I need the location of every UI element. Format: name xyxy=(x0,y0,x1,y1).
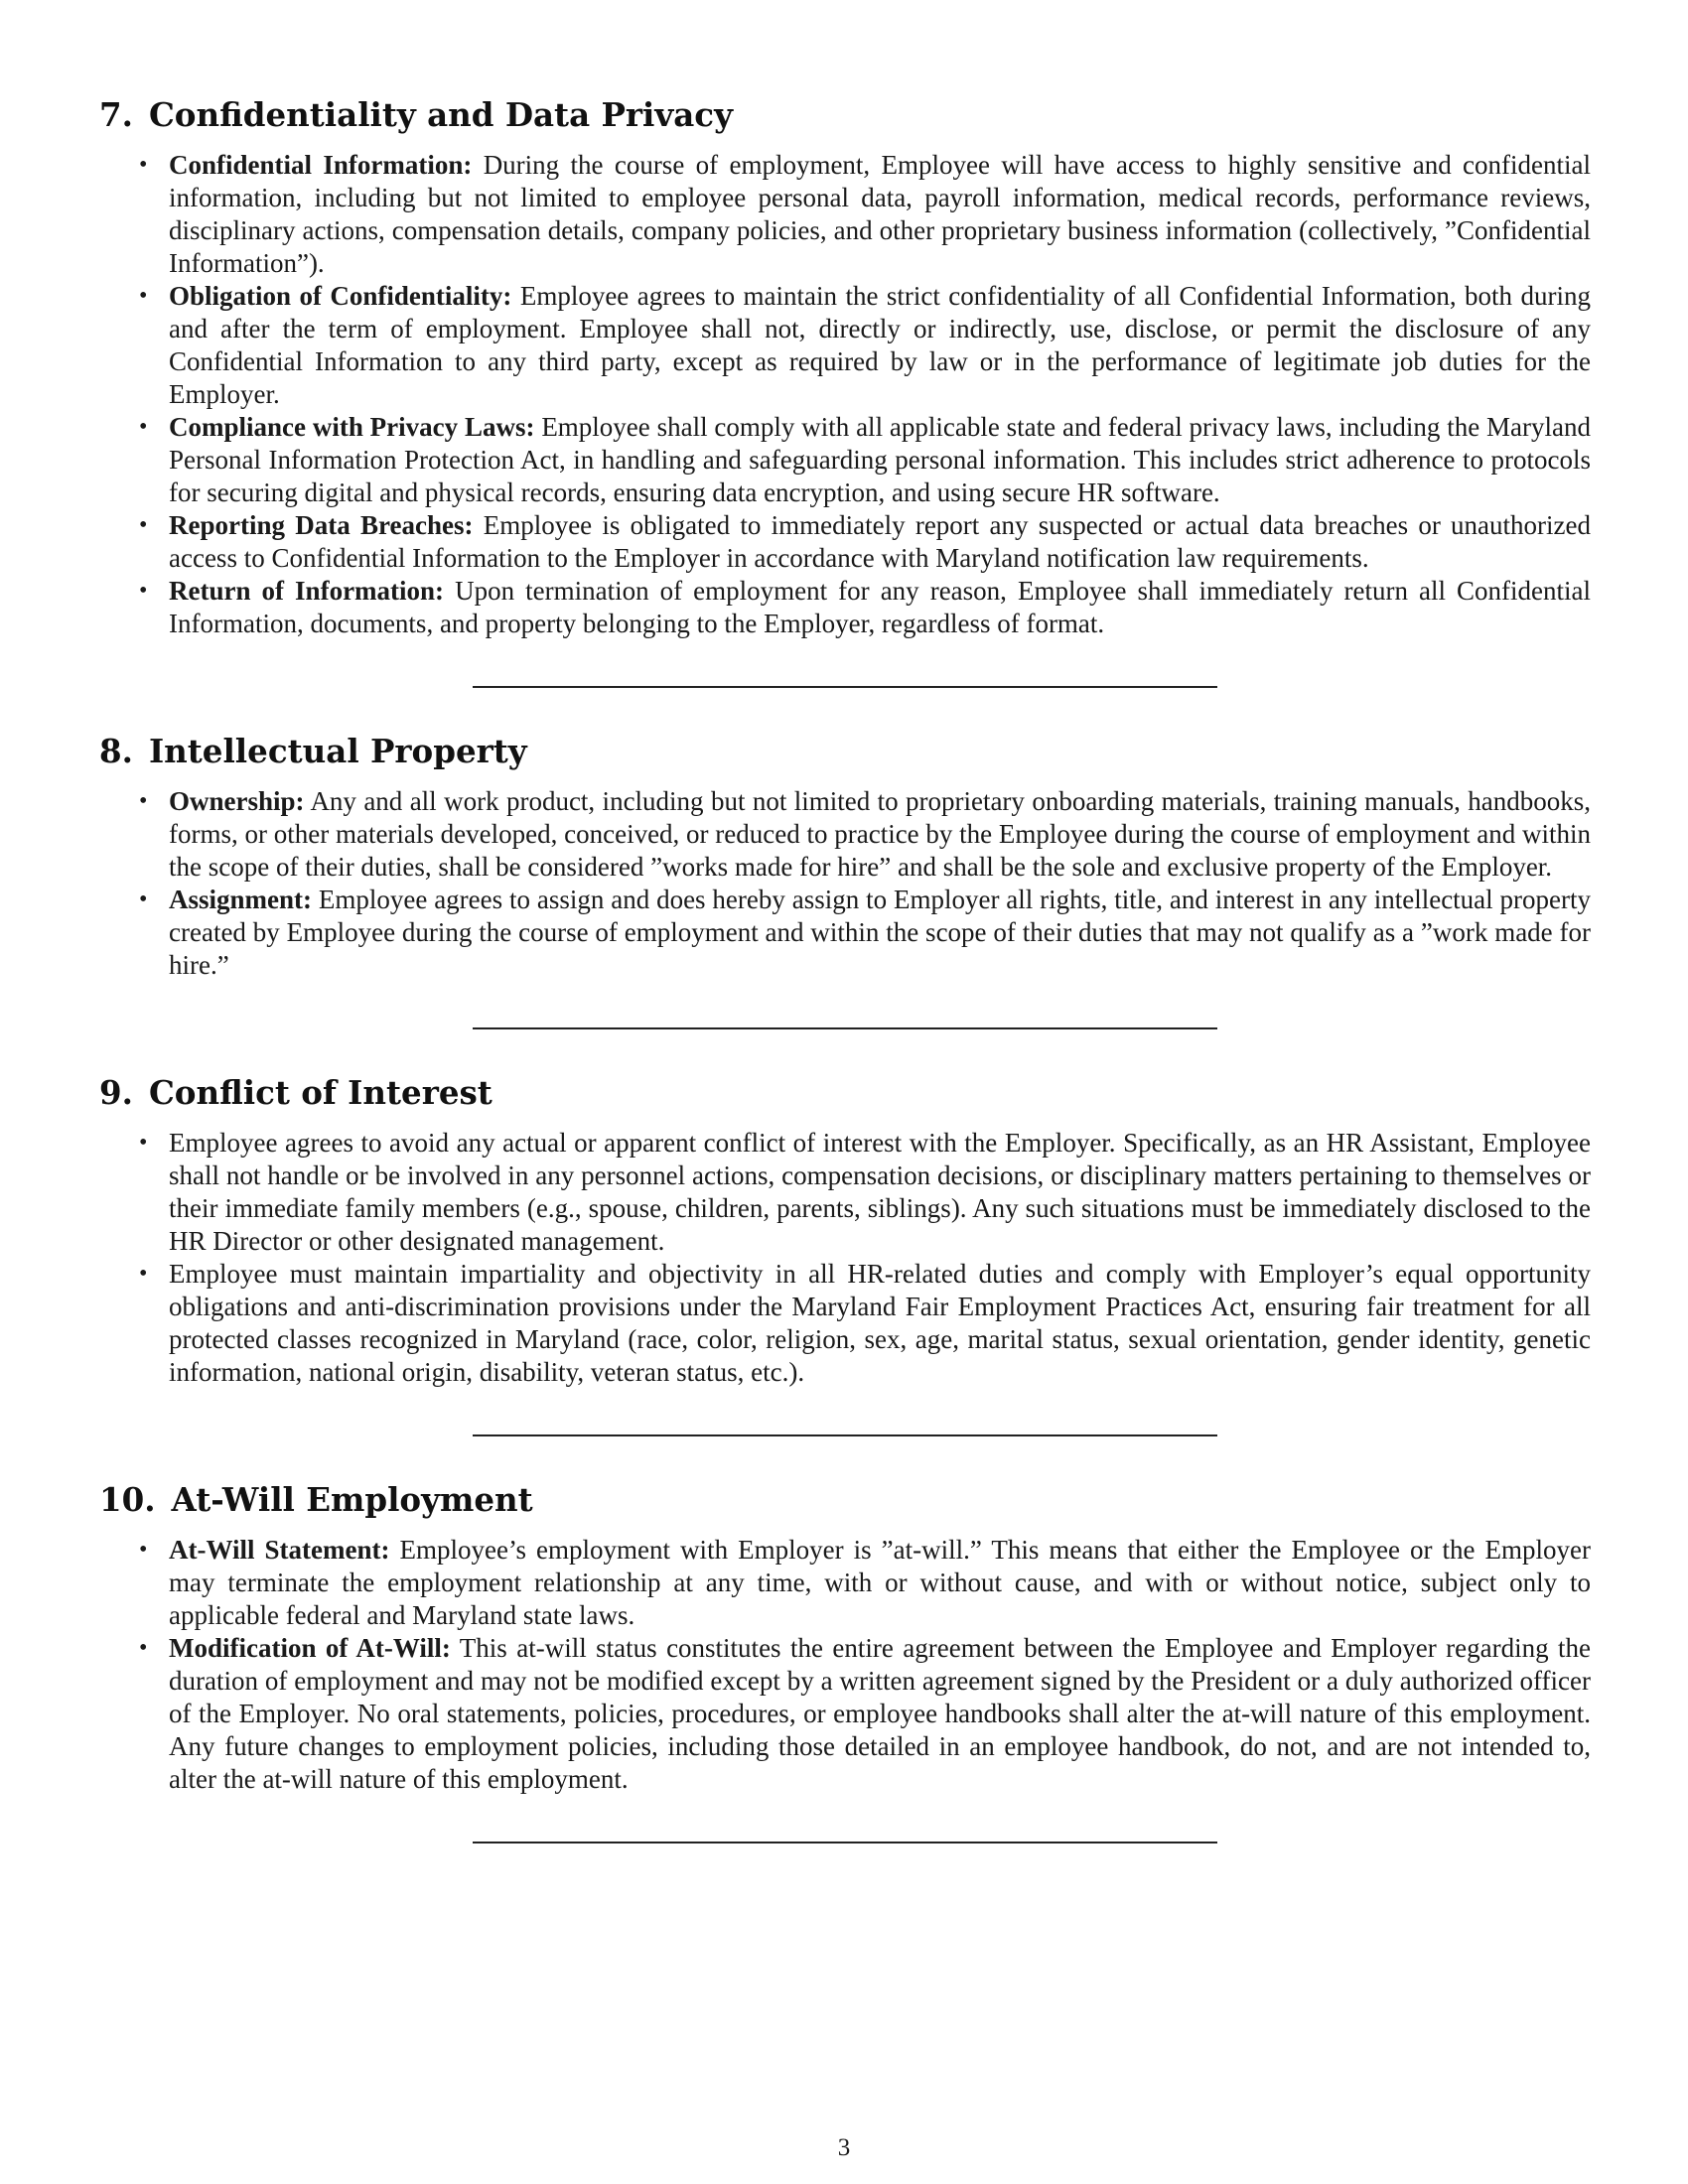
item-label: Obligation of Confidentiality: xyxy=(169,281,512,311)
list-item xyxy=(99,509,1591,575)
section-at-will-employment xyxy=(99,1480,1591,1796)
item-label: At-Will Statement: xyxy=(169,1535,390,1565)
item-label: Return of Information: xyxy=(169,576,445,606)
list-item xyxy=(99,149,1591,280)
item-text: Employee is obligated to immediately report any suspected or actual data breaches or unauthorized access to Confidential Information to the Employer in accordance with Maryland notification law requirements. xyxy=(169,510,1592,573)
item-label: Ownership: xyxy=(169,786,305,816)
section-title: Intellectual Property xyxy=(148,732,527,770)
section-title: Confidentiality and Data Privacy xyxy=(148,95,733,134)
section-number: 8. xyxy=(99,732,133,770)
section-intellectual-property xyxy=(99,732,1591,982)
page-number: 3 xyxy=(837,2134,851,2161)
list-item xyxy=(99,1632,1591,1796)
section-heading xyxy=(99,1073,1591,1113)
list-item xyxy=(99,1534,1591,1632)
bullet-list xyxy=(99,785,1591,982)
bullet-list xyxy=(99,1127,1591,1389)
section-confidentiality xyxy=(99,95,1591,640)
bullet-list xyxy=(99,149,1591,640)
bullet-icon: • xyxy=(139,414,148,440)
item-text: Employee’s employment with Employer is ”at-will.” This means that either the Employee or the Employer may terminate the employment relationship at any time, with or without cause, and with or without notice, subject only to applicable federal and Maryland state laws. xyxy=(169,1535,1591,1630)
bullet-icon: • xyxy=(139,788,148,814)
list-item xyxy=(99,1258,1591,1389)
item-label: Modification of At-Will: xyxy=(169,1633,451,1663)
item-label: Reporting Data Breaches: xyxy=(169,510,474,540)
section-divider xyxy=(99,686,1591,688)
section-divider xyxy=(99,1842,1591,1843)
list-item xyxy=(99,884,1591,982)
list-item xyxy=(99,785,1591,884)
item-text: Employee shall comply with all applicable state and federal privacy laws, including the Maryland Personal Information Protection Act, in handling and safeguarding personal information. This includes strict adherence to protocols for securing digital and physical records, ensuring data encryption, and using secure HR software. xyxy=(169,412,1592,507)
document-page xyxy=(99,95,1591,1843)
item-text: Employee agrees to maintain the strict confidentiality of all Confidential Information, both during and after the term of employment. Employee shall not, directly or indirectly, use, disclose, or permit the disclosure of any Confidential Information to any third party, except as required by law or in the performance of legitimate job duties for the Employer. xyxy=(169,281,1591,409)
item-label: Assignment: xyxy=(169,885,313,914)
section-divider xyxy=(99,1434,1591,1436)
section-number: 9. xyxy=(99,1073,133,1112)
list-item xyxy=(99,1127,1591,1258)
bullet-icon: • xyxy=(139,1537,148,1563)
section-number: 7. xyxy=(99,95,133,134)
item-text: During the course of employment, Employee will have access to highly sensitive and confidential information, including but not limited to employee personal data, payroll information, medical records, performance reviews, disciplinary actions, compensation details, company policies, and other proprietary business information (collectively, ”Confidential Information”). xyxy=(169,150,1592,278)
bullet-icon: • xyxy=(139,1261,148,1287)
item-label: Confidential Information: xyxy=(169,150,473,180)
section-heading xyxy=(99,1480,1591,1520)
list-item xyxy=(99,280,1591,411)
section-number: 10. xyxy=(99,1480,156,1519)
item-text: Employee agrees to assign and does hereby assign to Employer all rights, title, and interest in any intellectual property created by Employee during the course of employment and within the scope of their duties that may not qualify as a ”work made for hire.” xyxy=(169,885,1591,980)
bullet-list xyxy=(99,1534,1591,1796)
item-text: This at-will status constitutes the entire agreement between the Employee and Employer regarding the duration of employment and may not be modified except by a written agreement signed by the President or a duly authorized officer of the Employer. No oral statements, policies, procedures, or employee handbooks shall alter the at-will nature of this employment. Any future changes to employment policies, including those detailed in an employee handbook, do not, and are not intended to, alter the at-will nature of this employment. xyxy=(169,1633,1592,1794)
section-heading xyxy=(99,732,1591,771)
list-item xyxy=(99,575,1591,640)
section-divider xyxy=(99,1027,1591,1029)
item-label: Compliance with Privacy Laws: xyxy=(169,412,535,442)
bullet-icon: • xyxy=(139,283,148,309)
section-title: Conflict of Interest xyxy=(148,1073,492,1112)
bullet-icon: • xyxy=(139,578,148,604)
item-text: Employee agrees to avoid any actual or apparent conflict of interest with the Employer. Specifically, as an HR Assistant, Employee shall not handle or be involved in any personnel actions, compensation decisions, or disciplinary matters pertaining to themselves or their immediate family members (e.g., spouse, children, parents, siblings). Any such situations must be immediately disclosed to the HR Director or other designated management. xyxy=(169,1128,1591,1256)
item-text: Employee must maintain impartiality and objectivity in all HR-related duties and comply with Employer’s equal opportunity obligations and anti-discrimination provisions under the Maryland Fair Employment Practices Act, ensuring fair treatment for all protected classes recognized in Maryland (race, color, religion, sex, age, marital status, sexual orientation, gender identity, genetic information, national origin, disability, veteran status, etc.). xyxy=(169,1259,1591,1387)
bullet-icon: • xyxy=(139,1130,148,1156)
item-text: Upon termination of employment for any reason, Employee shall immediately return all Confidential Information, documents, and property belonging to the Employer, regardless of format. xyxy=(169,576,1591,638)
bullet-icon: • xyxy=(139,1635,148,1661)
bullet-icon: • xyxy=(139,887,148,912)
section-heading xyxy=(99,95,1591,135)
list-item xyxy=(99,411,1591,509)
bullet-icon: • xyxy=(139,152,148,178)
bullet-icon: • xyxy=(139,512,148,538)
item-text: Any and all work product, including but not limited to proprietary onboarding materials, training manuals, handbooks, forms, or other materials developed, conceived, or reduced to practice by the Employee during the course of employment and within the scope of their duties, shall be considered ”works made for hire” and shall be the sole and exclusive property of the Employer. xyxy=(169,786,1592,882)
section-title: At-Will Employment xyxy=(171,1480,533,1519)
section-conflict-of-interest xyxy=(99,1073,1591,1389)
